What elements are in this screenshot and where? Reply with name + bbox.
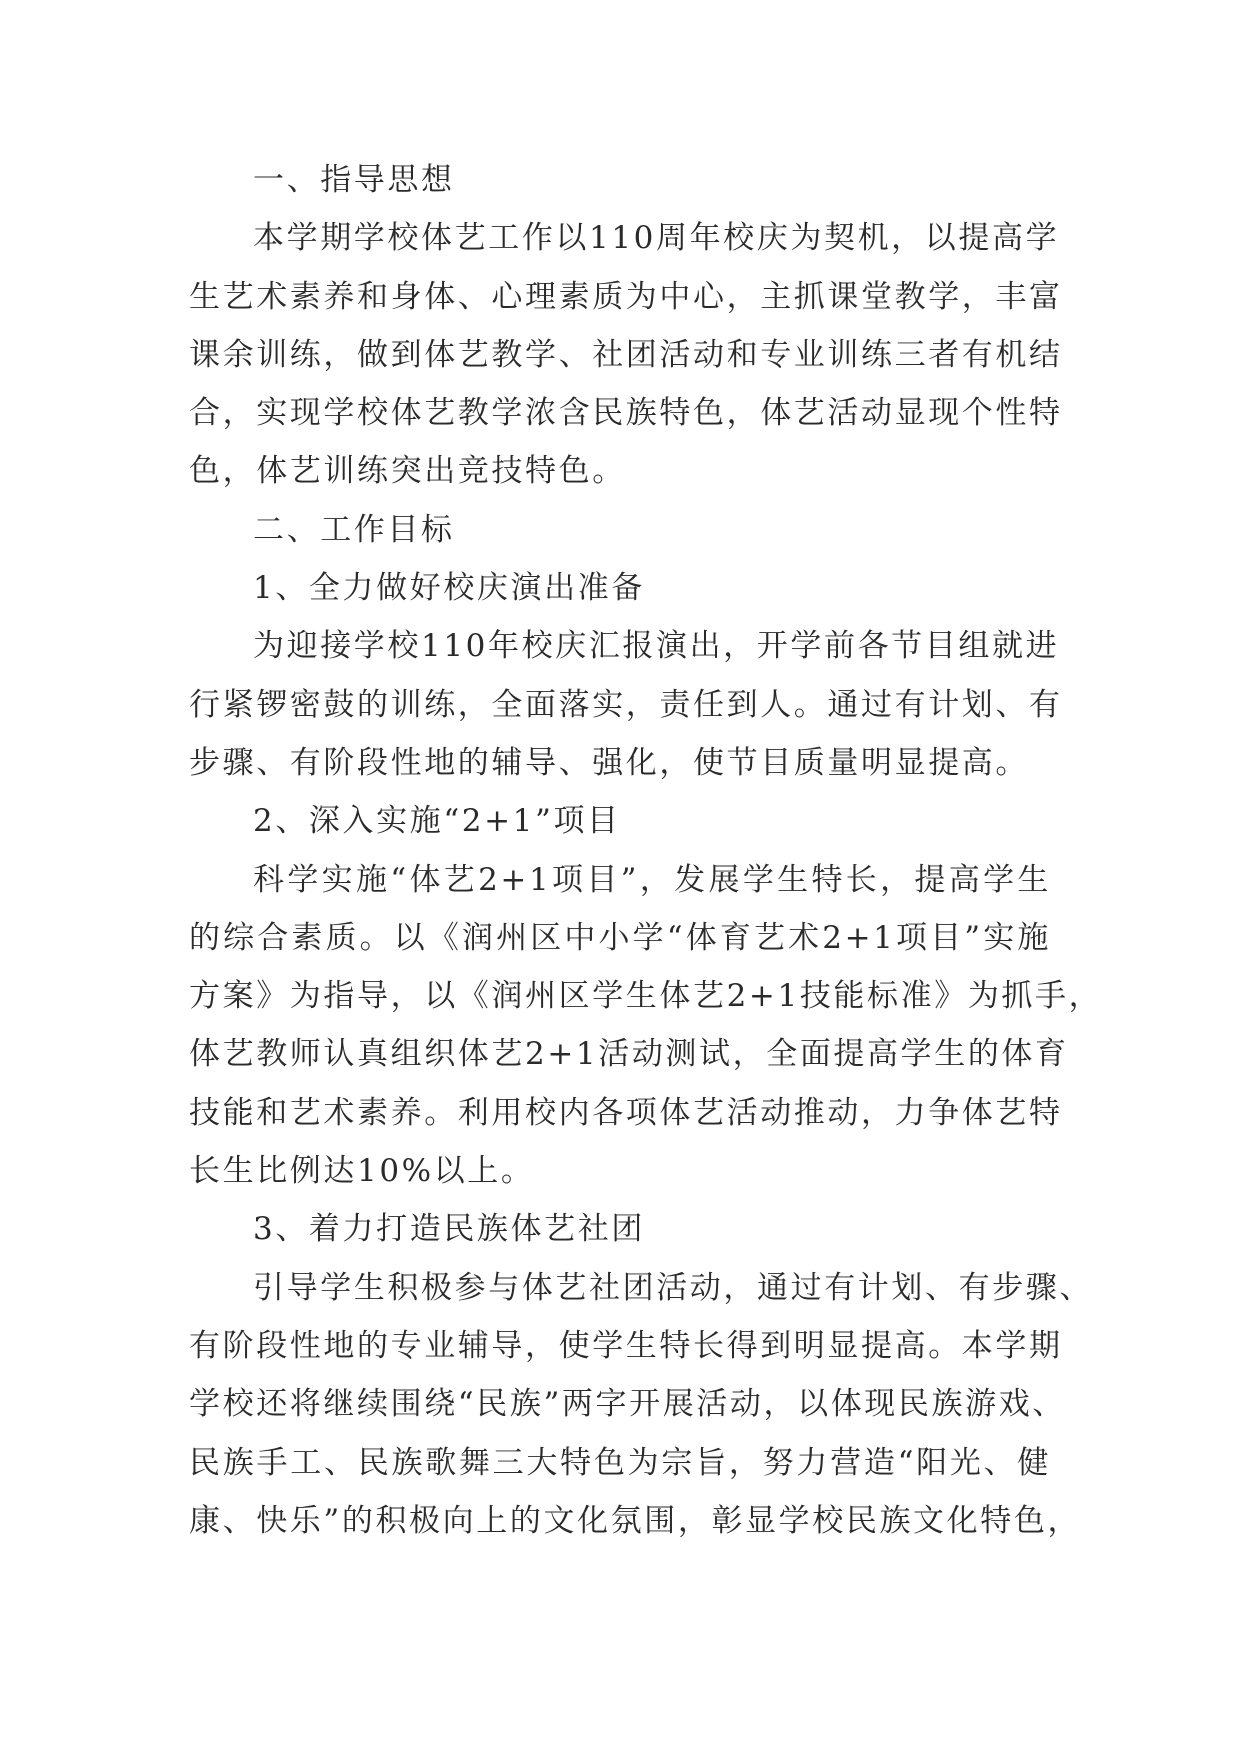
paragraph-line: 民族手工、民族歌舞三大特色为宗旨，努力营造“阳光、健 [189, 1444, 1051, 1481]
document-body [189, 151, 1103, 1550]
paragraph-line: 学校还将继续围绕“民族”两字开展活动，以体现民族游戏、 [189, 1386, 1066, 1423]
paragraph-line: 步骤、有阶段性地的辅导、强化，使节目质量明显提高。 [189, 744, 1029, 781]
paragraph-line: 引导学生积极参与体艺社团活动，通过有计划、有步骤、 [253, 1269, 1093, 1306]
paragraph-line: 行紧锣密鼓的训练，全面落实，责任到人。通过有计划、有 [189, 686, 1063, 723]
paragraph-line: 康、快乐”的积极向上的文化氛围，彰显学校民族文化特色， [189, 1502, 1082, 1539]
paragraph-line: 合，实现学校体艺教学浓含民族特色，体艺活动显现个性特 [189, 395, 1063, 432]
paragraph-line: 的综合素质。以《润州区中小学“体育艺术2+1项目”实施 [189, 919, 1051, 956]
paragraph-line: 方案》为指导，以《润州区学生体艺2+1技能标准》为抓手， [189, 978, 1103, 1015]
paragraph-line: 体艺教师认真组织体艺2+1活动测试，全面提高学生的体育 [189, 1036, 1069, 1073]
paragraph-line: 技能和艺术素养。利用校内各项体艺活动推动，力争体艺特 [189, 1094, 1063, 1131]
paragraph-line: 本学期学校体艺工作以110周年校庆为契机，以提高学 [253, 220, 1060, 257]
paragraph-line: 科学实施“体艺2+1项目”，发展学生特长，提高学生 [253, 861, 1051, 898]
subsection-heading: 1、全力做好校庆演出准备 [253, 570, 645, 607]
paragraph-line: 有阶段性地的专业辅导，使学生特长得到明显提高。本学期 [189, 1327, 1063, 1364]
section-heading: 一、指导思想 [253, 162, 455, 198]
subsection-heading: 2、深入实施“2+1”项目 [253, 803, 621, 840]
paragraph-line: 为迎接学校110年校庆汇报演出，开学前各节目组就进 [253, 628, 1060, 665]
paragraph-line: 课余训练，做到体艺教学、社团活动和专业训练三者有机结 [189, 336, 1063, 373]
paragraph-line: 长生比例达10%以上。 [189, 1153, 535, 1190]
paragraph-line: 色，体艺训练突出竞技特色。 [189, 453, 626, 490]
subsection-heading: 3、着力打造民族体艺社团 [253, 1211, 645, 1248]
paragraph-line: 生艺术素养和身体、心理素质为中心，主抓课堂教学，丰富 [189, 278, 1063, 315]
section-heading: 二、工作目标 [253, 511, 455, 548]
